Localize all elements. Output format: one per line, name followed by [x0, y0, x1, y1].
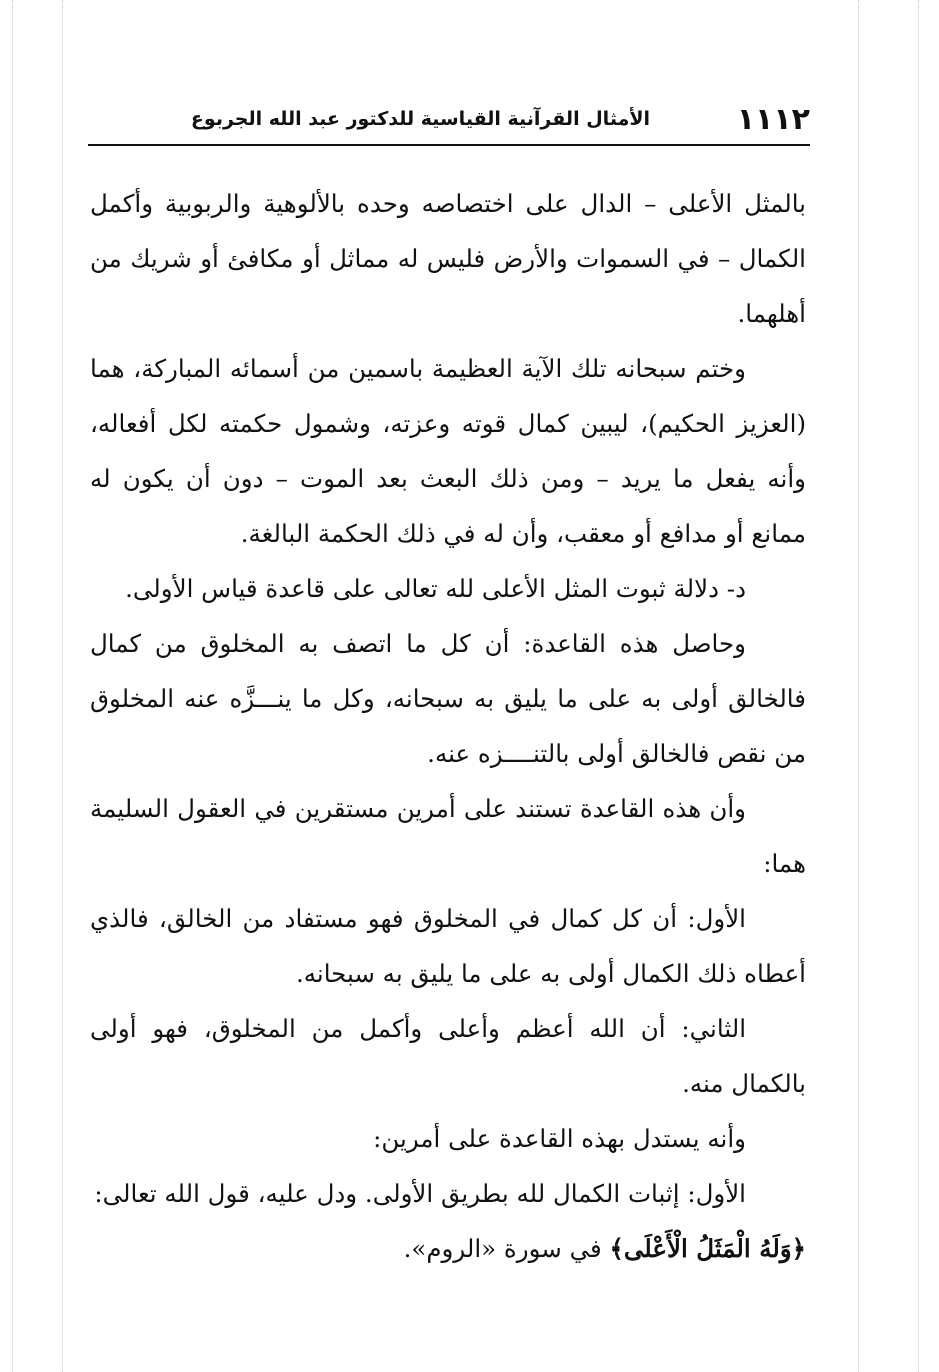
scan-guide-line	[12, 0, 13, 1372]
scan-guide-line	[62, 0, 63, 1372]
quran-quote: ﴿وَلَهُ الْمَثَلُ الْأَعْلَى﴾	[609, 1234, 806, 1263]
page-header	[88, 98, 810, 142]
paragraph: وأن هذه القاعدة تستند على أمرين مستقرين في العقول السليمة هما:	[90, 794, 806, 878]
running-title: الأمثال القرآنية القياسية للدكتور عبد الله الجربوع	[190, 108, 650, 130]
paragraph: وختم سبحانه تلك الآية العظيمة باسمين من أسمائه المباركة، هما (العزيز الحكيم)، ليبين كمال قوته وعزته، وشمول حكمته لكل أفعاله، وأنه يفعل ما يريد – ومن ذلك البعث بعد الموت – دون أن يكون له ممانع أو مدافع أو معقب، وأن له في ذلك الحكمة البالغة.	[90, 354, 806, 548]
paragraph: وحاصل هذه القاعدة: أن كل ما اتصف به المخلوق من كمال فالخالق أولى به على ما يليق به سبحانه، وكل ما ينـــزَّه عنه المخلوق من نقص فالخالق أولى بالتنــــزه عنه.	[90, 629, 806, 768]
quote-reference: في سورة «الروم».	[403, 1234, 610, 1263]
scan-guide-line	[858, 0, 859, 1372]
paragraph: الأول: إثبات الكمال لله بطريق الأولى. ودل عليه، قول الله تعالى:	[94, 1179, 746, 1208]
paragraph: الثاني: أن الله أعظم وأعلى وأكمل من المخلوق، فهو أولى بالكمال منه.	[90, 1014, 806, 1098]
paragraph: وأنه يستدل بهذه القاعدة على أمرين:	[373, 1124, 746, 1153]
scan-guide-line	[918, 0, 919, 1372]
section-heading: د- دلالة ثبوت المثل الأعلى لله تعالى على قاعدة قياس الأولى.	[125, 574, 746, 603]
paragraph: الأول: أن كل كمال في المخلوق فهو مستفاد من الخالق، فالذي أعطاه ذلك الكمال أولى به على ما يليق به سبحانه.	[90, 904, 806, 988]
paragraph-last-line	[90, 1221, 806, 1276]
body-text	[90, 176, 806, 1276]
page-number: ١١١٢	[736, 102, 810, 137]
header-divider	[88, 144, 810, 146]
paragraph: بالمثل الأعلى – الدال على اختصاصه وحده بالألوهية والربوبية وأكمل الكمال – في السموات والأرض فليس له مماثل أو مكافئ أو شريك من أهلهما.	[90, 189, 806, 328]
